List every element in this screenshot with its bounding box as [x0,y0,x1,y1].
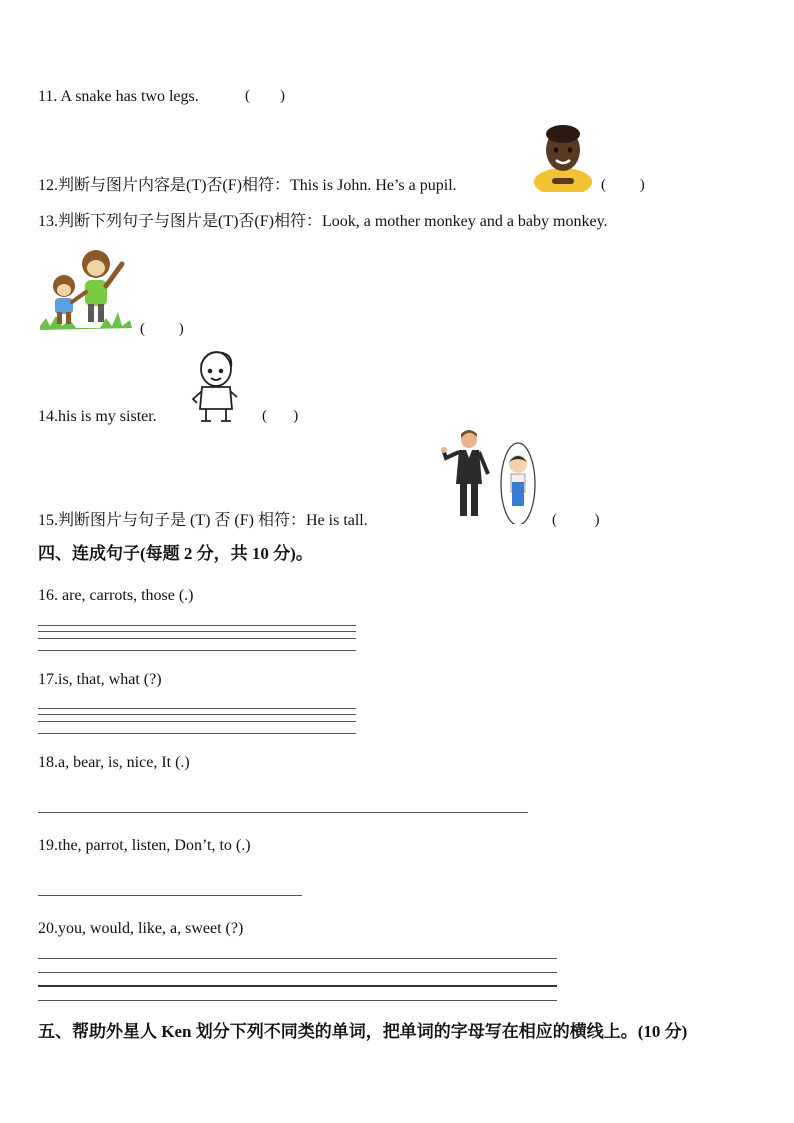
sentence-18: 18.a, bear, is, nice, It (.) [38,754,190,771]
tall-man-and-boy-picture [438,428,542,524]
sentence-16: 16. are, carrots, those (.) [38,587,194,604]
sentence-17: 17.is, that, what (?) [38,671,162,688]
monkeys-picture [40,246,132,332]
writing-line[interactable] [38,721,356,722]
question-13: 13.判断下列句子与图片是(T)否(F)相符：Look, a mother monkey and a baby monkey. [38,213,608,230]
answer-blank-12[interactable]: ( ) [601,177,645,193]
answer-blank-14[interactable]: ( ) [262,408,299,424]
writing-line[interactable] [38,631,356,632]
question-12: 12.判断与图片内容是(T)否(F)相符：This is John. He’s a pupil. [38,177,457,194]
answer-blank-11[interactable]: ( ) [245,88,285,104]
section-4-heading: 四、连成句子(每题 2 分，共 10 分)。 [38,544,313,563]
section-5-heading: 五、帮助外星人 Ken 划分下列不同类的单词，把单词的字母写在相应的横线上。(10 分) [38,1022,688,1041]
answer-line[interactable] [38,895,302,896]
writing-line[interactable] [38,985,557,987]
answer-line[interactable] [38,812,528,813]
question-11: 11. A snake has two legs. [38,88,199,105]
hair-shape [546,125,580,143]
answer-blank-13[interactable]: ( ) [140,321,184,337]
writing-line[interactable] [38,733,356,734]
answer-blank-15[interactable]: ( ) [552,512,600,528]
writing-line[interactable] [38,625,356,626]
sentence-19: 19.the, parrot, listen, Don’t, to (.) [38,837,251,854]
writing-line[interactable] [38,958,557,959]
question-14: 14.his is my sister. [38,408,157,425]
sentence-20: 20.you, would, like, a, sweet (?) [38,920,244,937]
writing-line[interactable] [38,638,356,639]
writing-line[interactable] [38,714,356,715]
writing-line[interactable] [38,650,356,651]
writing-line[interactable] [38,972,557,973]
boy-outline-picture [189,347,247,425]
question-15: 15.判断图片与句子是 (T) 否 (F) 相符：He is tall. [38,512,368,529]
writing-line[interactable] [38,1000,557,1001]
boy-john-picture [532,118,594,192]
writing-line[interactable] [38,708,356,709]
